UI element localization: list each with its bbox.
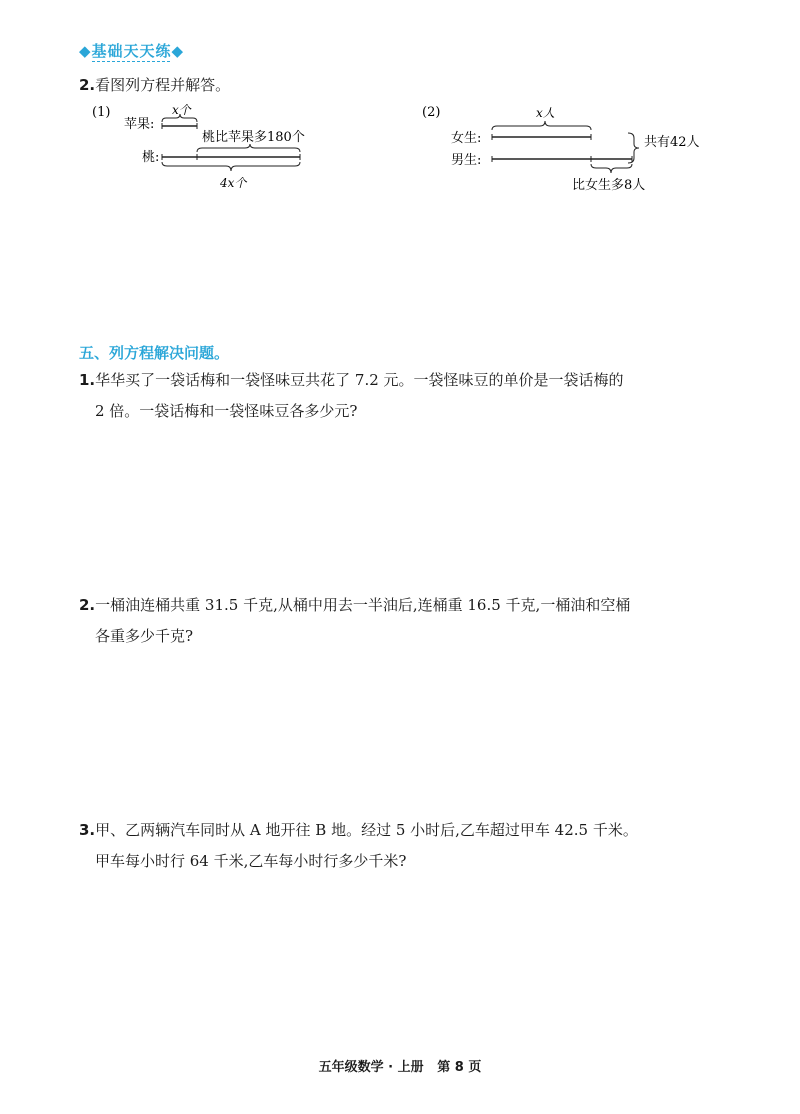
question-2-intro (79, 70, 230, 101)
girl-brace-label: x人 (536, 106, 555, 120)
problem-2-line-2: 各重多少千克? (95, 627, 194, 645)
boy-label: 男生: (451, 153, 482, 168)
problem-3 (79, 815, 759, 877)
section-tag-underline (92, 60, 170, 62)
problem-2-line-1 (79, 590, 759, 621)
problem-3-line-1 (79, 815, 759, 846)
problem-text: 一桶油连桶共重 31.5 千克,从桶中用去一半油后,连桶重 16.5 千克,一桶油和空桶 (95, 596, 631, 614)
diagram-2-label: (2) (422, 105, 441, 120)
boy-more-label: 比女生多8人 (572, 178, 646, 193)
peach-more-brace (197, 144, 300, 152)
girl-top-brace (492, 121, 591, 130)
problem-1 (79, 365, 759, 427)
problem-text: 华华买了一袋话梅和一袋怪味豆共花了 7.2 元。一袋怪味豆的单价是一袋话梅的 (95, 371, 624, 389)
apple-brace-label: x个 (172, 103, 191, 117)
section-5-title: 五、列方程解决问题。 (79, 344, 230, 362)
girl-label: 女生: (451, 131, 482, 146)
diagram-1-label: (1) (92, 105, 111, 120)
problem-2 (79, 590, 759, 652)
problem-number: 1. (79, 371, 96, 389)
boy-more-brace (591, 164, 632, 173)
problem-text: 甲、乙两辆汽车同时从 A 地开往 B 地。经过 5 小时后,乙车超过甲车 42.5 千米。 (95, 821, 638, 839)
peach-total-brace (162, 162, 300, 171)
peach-label: 桃: (142, 150, 160, 165)
problem-1-line-1 (79, 365, 759, 396)
apple-top-brace (162, 114, 197, 122)
section-tag: ◆基础天天练◆ (79, 42, 185, 60)
problem-number: 2. (79, 596, 96, 614)
diagram-apple-peach (90, 100, 370, 200)
peach-more-label: 桃比苹果多180个 (202, 130, 305, 145)
problem-1-line-2: 2 倍。一袋话梅和一袋怪味豆各多少元? (95, 402, 358, 420)
problem-number: 3. (79, 821, 96, 839)
total-label: 共有42人 (644, 135, 700, 150)
apple-label: 苹果: (124, 117, 155, 132)
question-number: 2. (79, 76, 96, 94)
peach-total-label: 4x个 (220, 176, 247, 190)
page-footer: 五年级数学 · 上册 第 8 页 (318, 1060, 482, 1075)
question-text: 看图列方程并解答。 (95, 76, 231, 94)
problem-3-line-2: 甲车每小时行 64 千米,乙车每小时行多少千米? (95, 852, 407, 870)
diagram-girls-boys (420, 100, 720, 200)
